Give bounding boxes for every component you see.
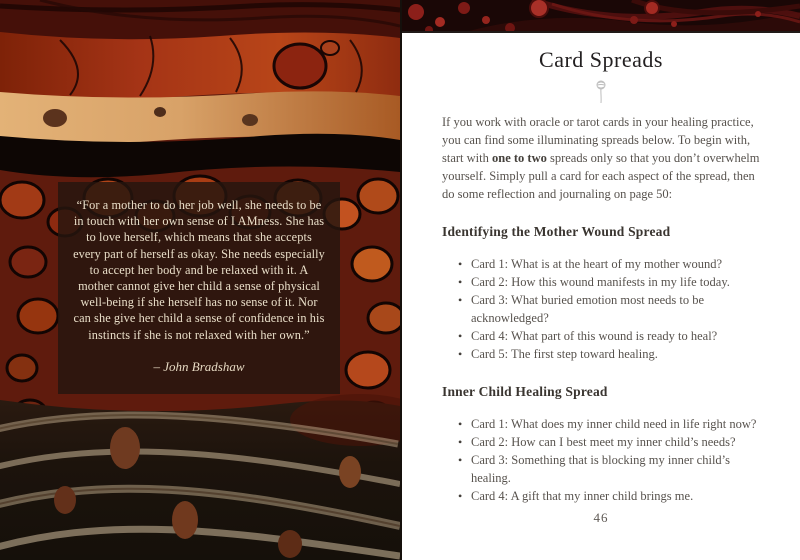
list-item bbox=[458, 451, 760, 487]
inner-child-card-list bbox=[442, 415, 760, 505]
bullet-icon: • bbox=[458, 417, 463, 431]
list-item bbox=[458, 345, 760, 363]
list-item bbox=[458, 433, 760, 451]
bullet-icon: • bbox=[458, 293, 463, 307]
intro-paragraph bbox=[442, 113, 760, 203]
card-prompt: Card 4: What part of this wound is ready to heal? bbox=[471, 329, 718, 343]
card-prompt: Card 3: Something that is blocking my inner child’s healing. bbox=[471, 453, 731, 485]
bullet-icon: • bbox=[458, 347, 463, 361]
card-prompt: Card 5: The first step toward healing. bbox=[471, 347, 658, 361]
quote-box bbox=[58, 182, 340, 394]
card-prompt: Card 2: How this wound manifests in my life today. bbox=[471, 275, 730, 289]
page-content bbox=[402, 33, 800, 558]
list-item bbox=[458, 291, 760, 327]
top-art-strip bbox=[402, 0, 800, 33]
bullet-icon: • bbox=[458, 453, 463, 467]
bullet-icon: • bbox=[458, 275, 463, 289]
page-number: 46 bbox=[593, 510, 609, 525]
right-page bbox=[400, 0, 800, 560]
list-item bbox=[458, 415, 760, 433]
list-item bbox=[458, 327, 760, 345]
flower-sprig-icon bbox=[589, 78, 613, 104]
list-item bbox=[458, 255, 760, 273]
list-item bbox=[458, 273, 760, 291]
bullet-icon: • bbox=[458, 329, 463, 343]
page-title: Card Spreads bbox=[539, 47, 663, 72]
art-red-band bbox=[0, 32, 400, 100]
intro-text-start: If you work with oracle or tarot cards in your healing practice, you can find some illuminating spreads below. To begin with, start with bbox=[442, 115, 754, 165]
marbled-strip-art bbox=[402, 0, 800, 33]
card-prompt: Card 3: What buried emotion most needs to be acknowledged? bbox=[471, 293, 705, 325]
intro-text-end: spreads only so that you don’t overwhelm yourself. Simply pull a card for each aspect of the spread, then do some reflection and journaling on page 50: bbox=[442, 151, 760, 201]
intro-text-bold: one to two bbox=[492, 151, 547, 165]
bullet-icon: • bbox=[458, 257, 463, 271]
bullet-icon: • bbox=[458, 489, 463, 503]
card-prompt: Card 1: What is at the heart of my mother wound? bbox=[471, 257, 723, 271]
card-prompt: Card 2: How can I best meet my inner child’s needs? bbox=[471, 435, 736, 449]
card-prompt: Card 1: What does my inner child need in life right now? bbox=[471, 417, 757, 431]
list-item bbox=[458, 487, 760, 505]
card-prompt: Card 4: A gift that my inner child brings me. bbox=[471, 489, 694, 503]
section-heading-mother-wound: Identifying the Mother Wound Spread bbox=[442, 224, 671, 239]
mother-wound-card-list bbox=[442, 255, 760, 363]
section-heading-inner-child: Inner Child Healing Spread bbox=[442, 384, 608, 399]
quote-attribution: – John Bradshaw bbox=[153, 358, 245, 374]
bullet-icon: • bbox=[458, 435, 463, 449]
art-swirl-region bbox=[0, 394, 400, 560]
quote-text: “For a mother to do her job well, she needs to be in touch with her own sense of I AMness. She has to love herself, which means that she accepts every part of herself as okay. She needs especially to accept her body and be relaxed with it. A mother cannot give her child a sense of physical well-being if she herself has no sense of it. Nor can she give her child a sense of confidence in his instincts if she is not relaxed with her own.” bbox=[73, 198, 325, 342]
